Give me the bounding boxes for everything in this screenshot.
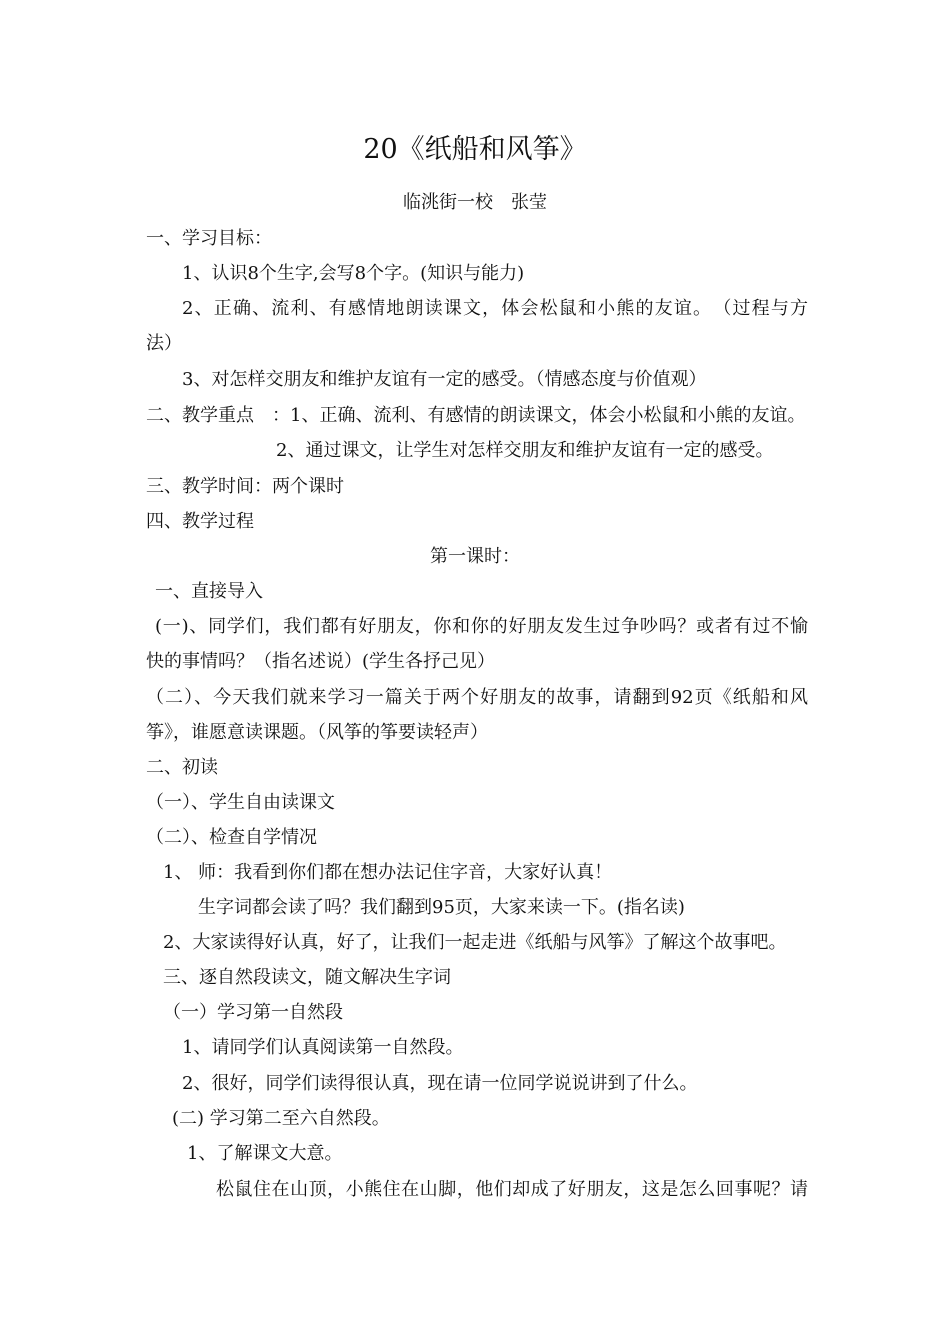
document-title: 20《纸船和风筝》 [363,134,587,165]
text-line: (二) 学习第二至六自然段。 [172,1108,390,1129]
lesson-heading: 第一课时： [430,546,520,567]
text-line: 1、了解课文大意。 [187,1143,343,1164]
text-line: 2、很好，同学们读得很认真，现在请一位同学说说讲到了什么。 [182,1073,698,1094]
text-line: 2、正确、流利、有感情地朗读课文，体会松鼠和小熊的友谊。 （过程与方 [182,298,808,319]
text-line: 筝》，谁愿意读课题。（风筝的筝要读轻声） [146,722,488,743]
section-heading: 一、学习目标： [146,228,272,249]
text-line: (一)、同学们，我们都有好朋友，你和你的好朋友发生过争吵吗？或者有过不愉 [155,616,808,637]
text-line: 1、认识8个生字,会写8个字。(知识与能力) [182,263,525,284]
text-line: 1、 师：我看到你们都在想办法记住字音，大家好认真！ [163,862,613,883]
text-line: 2、通过课文，让学生对怎样交朋友和维护友谊有一定的感受。 [276,440,774,461]
text-line: 法） [146,333,182,354]
text-line: 松鼠住在山顶，小熊住在山脚，他们却成了好朋友，这是怎么回事呢？请 [216,1179,808,1200]
text-line: 快的事情吗？（指名述说）(学生各抒己见） [146,651,496,672]
section-heading: 二、教学重点 ：1、正确、流利、有感情的朗读课文，体会小松鼠和小熊的友谊。 [146,405,806,426]
text-line: 2、大家读得好认真，好了，让我们一起走进《纸船与风筝》了解这个故事吧。 [163,932,787,953]
text-line: （一）学习第一自然段 [163,1002,343,1023]
section-heading: 三、教学时间：两个课时 [146,476,344,497]
section-heading: 二、初读 [146,757,218,778]
author-line: 临洮街一校 张莹 [403,192,547,213]
section-heading: 四、教学过程 [146,511,254,532]
text-line: 3、对怎样交朋友和维护友谊有一定的感受。（情感态度与价值观） [182,369,707,390]
section-heading: 三、逐自然段读文，随文解决生字词 [163,967,451,988]
text-line: 1、请同学们认真阅读第一自然段。 [182,1037,464,1058]
section-heading: 一、直接导入 [155,581,263,602]
text-line: （一）、学生自由读课文 [146,792,335,813]
text-line: （二）、今天我们就来学习一篇关于两个好朋友的故事，请翻到92页《纸船和风 [146,687,808,708]
text-line: （二）、检查自学情况 [146,827,317,848]
text-line: 生字词都会读了吗？我们翻到95页，大家来读一下。(指名读) [198,897,685,918]
